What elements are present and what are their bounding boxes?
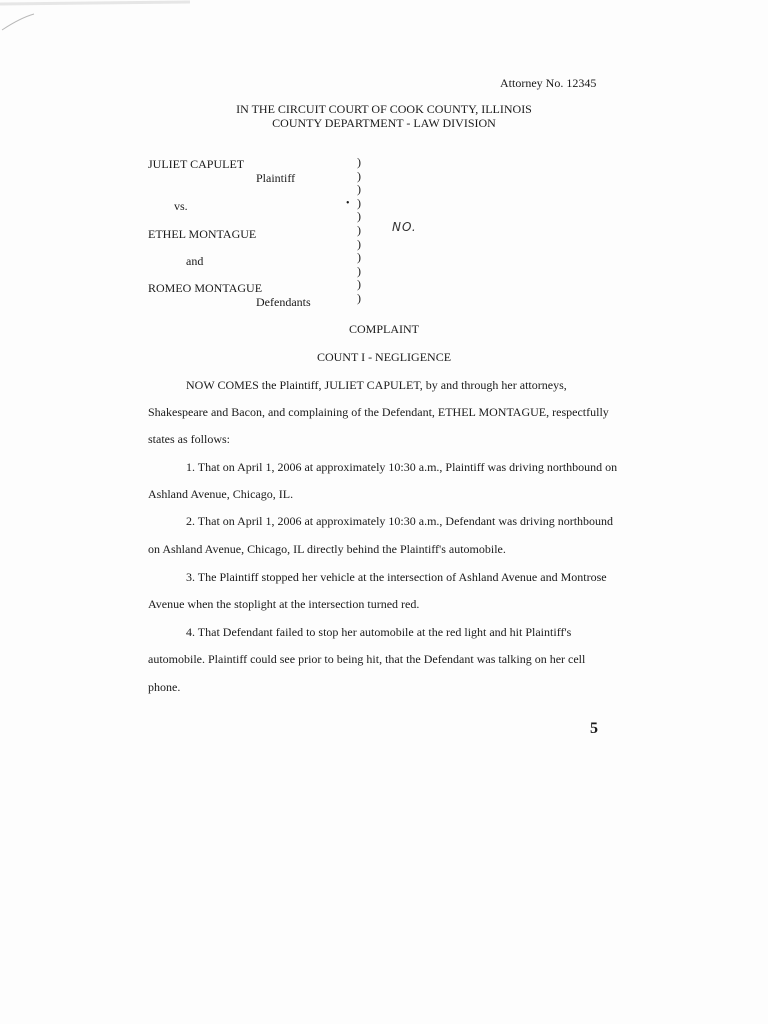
paragraph-1: 1. That on April 1, 2006 at approximately 10:30 a.m., Plaintiff was driving northbound on	[186, 460, 618, 474]
paren: )	[357, 155, 361, 169]
scan-artifact	[0, 0, 200, 40]
body-line: NOW COMES the Plaintiff, JULIET CAPULET, by and through her attorneys,	[186, 378, 567, 392]
paren: )	[357, 168, 361, 183]
paragraph-4: 4. That Defendant failed to stop her automobile at the red light and hit Plaintiff's	[186, 625, 572, 639]
defendants-role: Defendants	[256, 295, 311, 309]
defendant-1-name: ETHEL MONTAGUE	[148, 227, 257, 241]
defendant-2-name: ROMEO MONTAGUE	[148, 281, 263, 295]
attorney-number: Attorney No. 12345	[500, 76, 597, 90]
body-line: Avenue when the stoplight at the intersection turned red.	[148, 597, 420, 611]
stray-dot: •	[346, 198, 350, 209]
body-line: automobile. Plaintiff could see prior to being hit, that the Defendant was talking on her cell	[148, 652, 586, 666]
body-line: phone.	[148, 680, 181, 694]
paragraph-3: 3. The Plaintiff stopped her vehicle at the intersection of Ashland Avenue and Montrose	[186, 570, 607, 584]
count-title: COUNT I - NEGLIGENCE	[316, 350, 452, 364]
complaint-title: COMPLAINT	[348, 322, 419, 336]
court-division: COUNTY DEPARTMENT - LAW DIVISION	[272, 116, 496, 130]
paren: )	[357, 195, 361, 210]
and-label: and	[186, 254, 204, 268]
paren: )	[357, 263, 361, 278]
paren: )	[357, 182, 361, 197]
body-line: Shakespeare and Bacon, and complaining of the Defendant, ETHEL MONTAGUE, respectfully	[148, 405, 609, 419]
paren: )	[357, 290, 361, 305]
paren: )	[357, 222, 361, 237]
caption-parentheses	[357, 156, 361, 306]
plaintiff-role: Plaintiff	[256, 171, 296, 185]
page-number: 5	[590, 720, 598, 737]
plaintiff-name: JULIET CAPULET	[148, 157, 245, 171]
body-line: Ashland Avenue, Chicago, IL.	[148, 487, 294, 501]
body-line: on Ashland Avenue, Chicago, IL directly behind the Plaintiff's automobile.	[148, 542, 506, 556]
paren: )	[357, 236, 361, 251]
paren: )	[357, 209, 361, 224]
paren: )	[357, 277, 361, 292]
court-name: IN THE CIRCUIT COURT OF COOK COUNTY, ILLINOIS	[236, 102, 532, 116]
handwritten-case-number: NO.	[392, 220, 417, 234]
paragraph-2: 2. That on April 1, 2006 at approximately 10:30 a.m., Defendant was driving northbound	[186, 514, 614, 528]
versus-label: vs.	[174, 199, 188, 213]
body-line: states as follows:	[148, 432, 230, 446]
paren: )	[357, 250, 361, 265]
